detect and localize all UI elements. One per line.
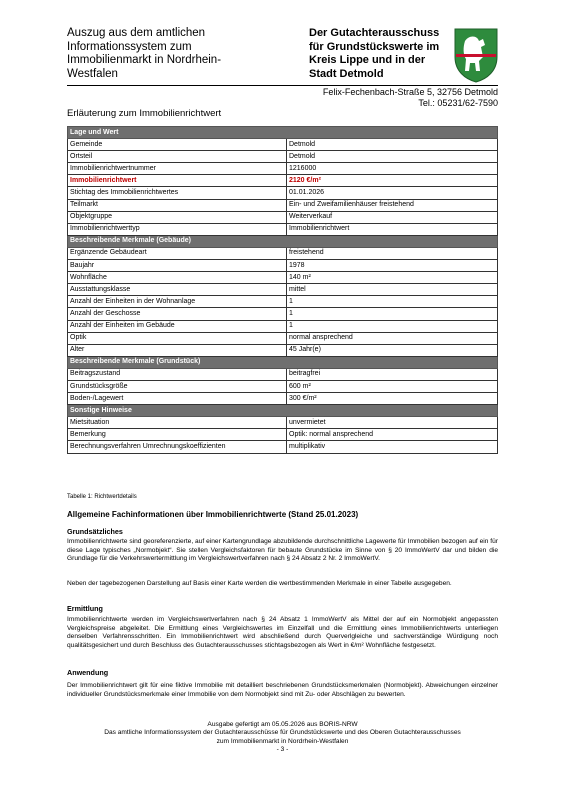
table-row [68,151,498,163]
row-key: Anzahl der Geschosse [68,308,287,320]
page-title: Erläuterung zum Immobilienrichtwert [67,108,222,119]
row-value: 01.01.2026 [287,187,498,199]
row-value: beitragfrei [287,368,498,380]
row-key: Optik [68,332,287,344]
table-row [68,139,498,151]
determination-paragraph: Immobilienrichtwerte werden im Vergleichswertverfahren nach § 24 Absatz 1 ImmoWertV als Mittel der auf ein Normobjekt angepassten Vergleichspreise abgeleitet. Die Ermittlung eines Vergleichswertes im Einzelfall und die Ermittlung eines Immobilienrichtwerts unterliegen denselben Verfahrensschritten. Ein Immobilienrichtwert wird abschließend durch Querverlgleiche und sachverständige Würdigung noch qualitätsgesichert und durch Beschluss des Gutachterausschusses stichtagsbezogen als Wert in €/m² Wohnfläche festgesetzt. [67,616,498,649]
table-row [68,272,498,284]
committee-name [309,27,449,81]
issuer-line: Westfalen [67,67,118,80]
row-key: Anzahl der Einheiten in der Wohnanlage [68,296,287,308]
table-row [68,260,498,272]
section-heading: Beschreibende Merkmale (Gebäude) [68,235,498,247]
contact-block [323,87,498,109]
table-row [68,344,498,356]
issuer-line: Informationssystem zum [67,40,192,53]
row-value: mittel [287,284,498,296]
row-value: Detmold [287,151,498,163]
row-value: unvermietet [287,417,498,429]
row-key: Immobilienrichtwertnummer [68,163,287,175]
row-key: Immobilienrichtwerttyp [68,223,287,235]
row-value: Weiterverkauf [287,211,498,223]
row-key: Immobilienrichtwert [68,175,287,187]
page-footer [67,721,498,755]
table-row [68,308,498,320]
table-caption: Tabelle 1: Richtwertdetails [67,494,137,500]
row-value: Optik: normal ansprechend [287,429,498,441]
row-key: Teilmarkt [68,199,287,211]
footer-line: Das amtliche Informationssystem der Gutachterausschüsse für Grundstückswerte und des Oberen Gutachterausschusses [104,729,461,737]
phone-text: Tel.: 05231/62-7590 [418,98,498,108]
table-row [68,199,498,211]
basics-paragraph: Immobilienrichtwerte sind georeferenzierte, auf einer Kartengrundlage abzubildende durchschnittliche Lagewerte für Immobilien bezogen auf ein für diese Lage typisches „Normobjekt“. Sie stellen Vergleichsfaktoren für bebaute Grundstücke im Sinne von § 20 ImmoWertV dar und bilden die Grundlage für die Verkehrswertermittlung im Vergleichswertverfahren nach § 24 Absatz 2 Nr. 2 ImmoWertV. [67,538,498,563]
committee-line: Kreis Lippe und in der [309,54,426,66]
table-row [68,320,498,332]
table-row [68,296,498,308]
section-header-row [68,235,498,247]
section-heading: Beschreibende Merkmale (Grundstück) [68,356,498,368]
row-key: Ortsteil [68,151,287,163]
application-paragraph: Der Immobilienrichtwert gilt für eine fiktive Immobilie mit detailliert beschriebenen Grundstücksmerkmalen (Normobjekt). Abweichungen einzelner individueller Grundstücksmerkmale einer Immobilie von dem Normobjekt sind mit Zu- oder Abschlägen zu bewerten. [67,682,498,698]
table-row [68,417,498,429]
row-value: Immobilienrichtwert [287,223,498,235]
info-heading: Allgemeine Fachinformationen über Immobilienrichtwerte (Stand 25.01.2023) [67,510,359,519]
section-header-row [68,405,498,417]
table-row [68,393,498,405]
table-row [68,332,498,344]
basics-heading: Grundsätzliches [67,527,123,536]
row-value: 300 €/m² [287,393,498,405]
row-value: 1 [287,320,498,332]
nrw-crest-icon [453,27,499,83]
row-value: multiplikativ [287,441,498,453]
issuer-description [67,27,267,81]
row-key: Wohnfläche [68,272,287,284]
table-row [68,247,498,259]
application-heading: Anwendung [67,668,109,677]
header-divider [67,85,498,86]
row-value: 600 m² [287,380,498,392]
issuer-line: Auszug aus dem amtlichen [67,27,206,39]
table-row-highlight [68,175,498,187]
section-header-row [68,127,498,139]
richtwert-table [67,126,498,454]
row-key: Beitragszustand [68,368,287,380]
row-key: Alter [68,344,287,356]
row-value: 1216000 [287,163,498,175]
table-row [68,380,498,392]
row-key: Ausstattungsklasse [68,284,287,296]
footer-line: zum Immobilienmarkt in Nordrhein-Westfalen [216,737,349,745]
table-row [68,368,498,380]
row-value: 1978 [287,260,498,272]
table-row [68,429,498,441]
row-key: Gemeinde [68,139,287,151]
row-value: 1 [287,296,498,308]
row-key: Ergänzende Gebäudeart [68,247,287,259]
row-key: Mietsituation [68,417,287,429]
address-text: Felix-Fechenbach-Straße 5, 32756 Detmold [322,87,498,97]
table-row [68,223,498,235]
basics-paragraph-2: Neben der tagebezogenen Darstellung auf Basis einer Karte werden die wertbestimmenden Merkmale in einer Tabelle ausgegeben. [67,580,452,587]
row-key: Bemerkung [68,429,287,441]
row-key: Berechnungsverfahren Umrechnungskoeffizienten [68,441,287,453]
row-key: Stichtag des Immobilienrichtwertes [68,187,287,199]
row-key: Objektgruppe [68,211,287,223]
section-heading: Lage und Wert [68,127,498,139]
row-value: 45 Jahr(e) [287,344,498,356]
row-key: Grundstücksgröße [68,380,287,392]
row-key: Boden-/Lagewert [68,393,287,405]
row-value: 2120 €/m² [287,175,498,187]
row-key: Anzahl der Einheiten im Gebäude [68,320,287,332]
committee-line: Der Gutachterausschuss [309,27,440,39]
row-value: Detmold [287,139,498,151]
page-number: - 3 - [276,746,289,754]
row-value: freistehend [287,247,498,259]
table-row [68,441,498,453]
committee-line: Stadt Detmold [309,67,384,80]
footer-line: Ausgabe gefertigt am 05.05.2026 aus BORIS-NRW [207,721,358,728]
row-key: Baujahr [68,260,287,272]
issuer-line: Immobilienmarkt in Nordrhein- [67,54,222,66]
table-row [68,284,498,296]
determination-heading: Ermittlung [67,604,103,613]
table-row [68,163,498,175]
table-row [68,211,498,223]
row-value: normal ansprechend [287,332,498,344]
table-row [68,187,498,199]
section-heading: Sonstige Hinweise [68,405,498,417]
row-value: 1 [287,308,498,320]
row-value: 140 m² [287,272,498,284]
section-header-row [68,356,498,368]
row-value: Ein- und Zweifamilienhäuser freistehend [287,199,498,211]
committee-line: für Grundstückswerte im [309,40,440,53]
